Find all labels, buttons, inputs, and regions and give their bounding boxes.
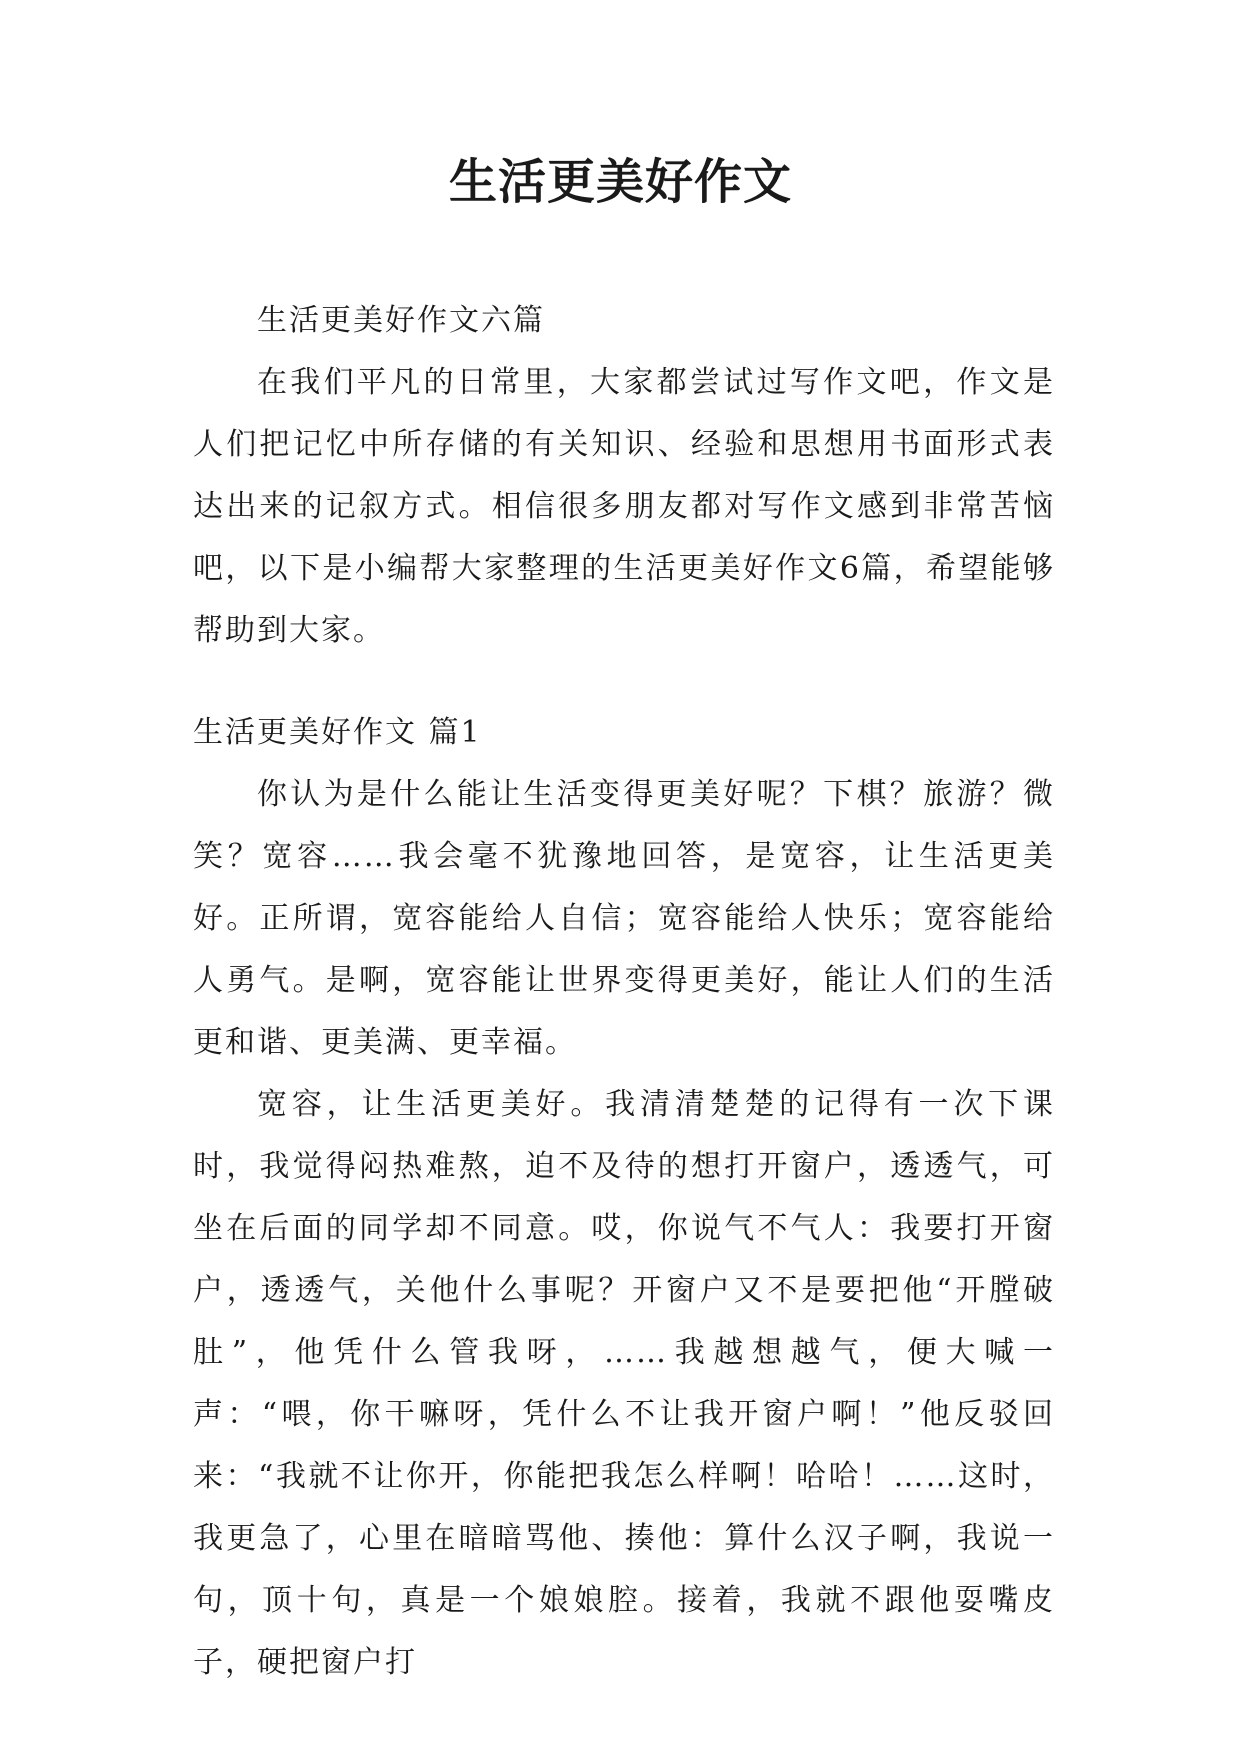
document-body: [193, 290, 1055, 1694]
section-heading: 生活更美好作文 篇1: [193, 715, 482, 750]
document-title: 生活更美好作文: [448, 154, 792, 210]
body-paragraph-1: 你认为是什么能让生活变得更美好呢？下棋？旅游？微笑？宽容……我会毫不犹豫地回答，是宽容，让生活更美好。正所谓，宽容能给人自信；宽容能给人快乐；宽容能给人勇气。是啊，宽容能让世界变得更美好，能让人们的生活更和谐、更美满、更幸福。: [193, 777, 1055, 1060]
intro-paragraph: 在我们平凡的日常里，大家都尝试过写作文吧，作文是人们把记忆中所存储的有关知识、经验和思想用书面形式表达出来的记叙方式。相信很多朋友都对写作文感到非常苦恼吧，以下是小编帮大家整理的生活更美好作文6篇，希望能够帮助到大家。: [193, 365, 1055, 648]
body-paragraph-2: 宽容，让生活更美好。我清清楚楚的记得有一次下课时，我觉得闷热难熬，迫不及待的想打开窗户，透透气，可坐在后面的同学却不同意。哎，你说气不气人：我要打开窗户，透透气，关他什么事呢？开窗户又不是要把他“开膛破肚”，他凭什么管我呀，……我越想越气，便大喊一声：“喂，你干嘛呀，凭什么不让我开窗户啊！”他反驳回来：“我就不让你开，你能把我怎么样啊！哈哈！……这时，我更急了，心里在暗暗骂他、揍他：算什么汉子啊，我说一句，顶十句，真是一个娘娘腔。接着，我就不跟他耍嘴皮子，硬把窗户打: [193, 1087, 1055, 1680]
section-spacer: [193, 662, 1055, 702]
document-subtitle: 生活更美好作文六篇: [257, 303, 545, 338]
